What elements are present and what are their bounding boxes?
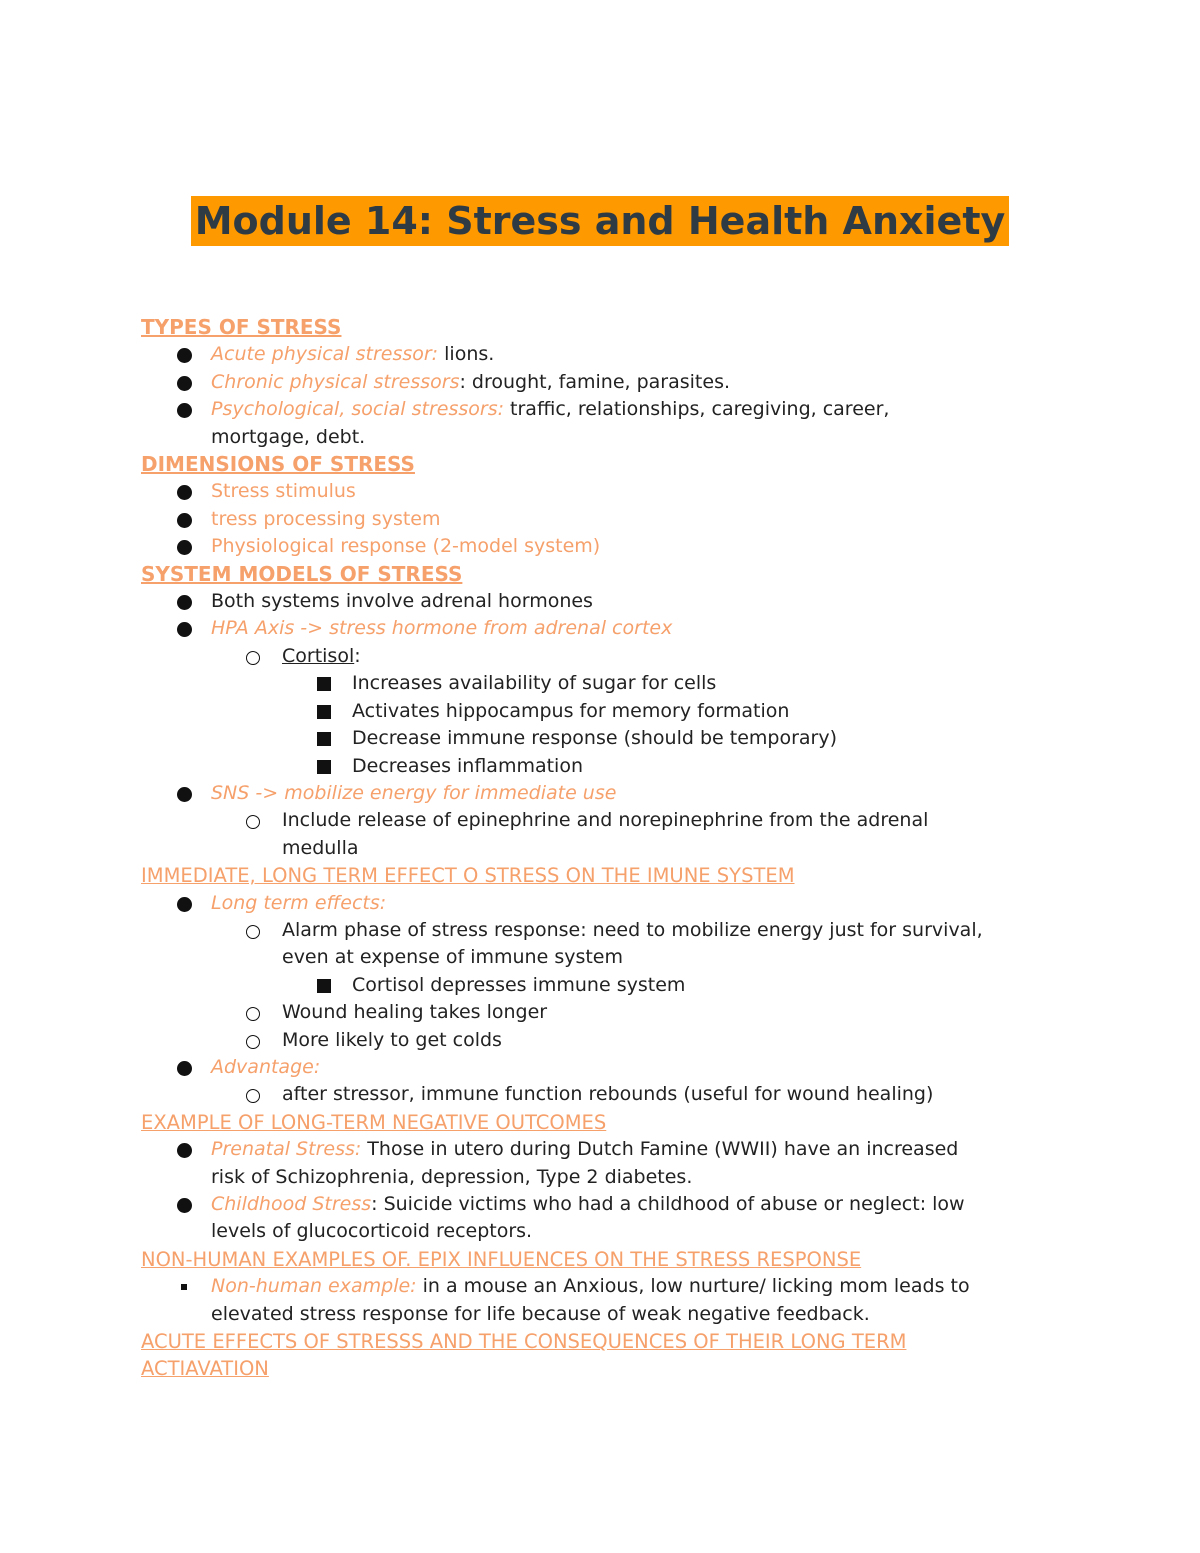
square-bullet-icon bbox=[317, 979, 331, 993]
list-item: Alarm phase of stress response: need to mobilize energy just for survival, even at expense of immune system bbox=[141, 917, 1061, 972]
list-item: Physiological response (2-model system) bbox=[141, 533, 1061, 560]
circle-bullet-icon bbox=[246, 651, 260, 665]
bullet-icon bbox=[177, 1143, 192, 1158]
bullet-icon bbox=[177, 403, 192, 418]
list-item: Decreases inflammation bbox=[141, 753, 1061, 780]
title-bar bbox=[0, 196, 1200, 246]
section-heading: NON-HUMAN EXAMPLES OF. EPIX INFLUENCES ON THE STRESS RESPONSE bbox=[141, 1247, 862, 1271]
square-bullet-icon bbox=[317, 677, 331, 691]
bullet-icon bbox=[177, 1198, 192, 1213]
bullet-icon bbox=[177, 513, 192, 528]
list-item: Include release of epinephrine and norepinephrine from the adrenal medulla bbox=[141, 807, 1061, 862]
list-item: Decrease immune response (should be temporary) bbox=[141, 725, 1061, 752]
small-square-bullet-icon bbox=[181, 1284, 187, 1290]
bullet-icon bbox=[177, 540, 192, 555]
list-item: Both systems involve adrenal hormones bbox=[141, 588, 1061, 615]
list-item: Chronic physical stressors: drought, famine, parasites. bbox=[141, 369, 1061, 396]
section-heading: TYPES OF STRESS bbox=[141, 315, 342, 339]
bullet-icon bbox=[177, 787, 192, 802]
page-title: Module 14: Stress and Health Anxiety bbox=[191, 196, 1010, 246]
section-heading: DIMENSIONS OF STRESS bbox=[141, 452, 415, 477]
section-heading: EXAMPLE OF LONG-TERM NEGATIVE OUTCOMES bbox=[141, 1110, 607, 1134]
square-bullet-icon bbox=[317, 760, 331, 774]
section-heading: ACUTE EFFECTS OF STRESSS AND THE CONSEQUENCES OF THEIR LONG TERM ACTIAVATION bbox=[141, 1330, 907, 1381]
bullet-icon bbox=[177, 622, 192, 637]
notes-body bbox=[141, 314, 1061, 1383]
list-item: Acute physical stressor: lions. bbox=[141, 341, 1061, 368]
circle-bullet-icon bbox=[246, 1035, 260, 1049]
list-item: after stressor, immune function rebounds (useful for wound healing) bbox=[141, 1081, 1061, 1108]
bullet-icon bbox=[177, 1061, 192, 1076]
circle-bullet-icon bbox=[246, 925, 260, 939]
list-item: SNS -> mobilize energy for immediate use bbox=[141, 780, 1061, 807]
list-item: tress processing system bbox=[141, 506, 1061, 533]
bullet-icon bbox=[177, 897, 192, 912]
list-item: Childhood Stress: Suicide victims who had a childhood of abuse or neglect: low levels of glucocorticoid receptors. bbox=[141, 1191, 1061, 1246]
list-item: HPA Axis -> stress hormone from adrenal cortex bbox=[141, 615, 1061, 642]
list-item: Cortisol depresses immune system bbox=[141, 972, 1061, 999]
square-bullet-icon bbox=[317, 732, 331, 746]
list-item: Advantage: bbox=[141, 1054, 1061, 1081]
bullet-icon bbox=[177, 376, 192, 391]
circle-bullet-icon bbox=[246, 1089, 260, 1103]
circle-bullet-icon bbox=[246, 815, 260, 829]
list-item: More likely to get colds bbox=[141, 1027, 1061, 1054]
section-heading: IMMEDIATE, LONG TERM EFFECT O STRESS ON THE IMUNE SYSTEM bbox=[141, 864, 795, 888]
bullet-icon bbox=[177, 485, 192, 500]
list-item: Non-human example: in a mouse an Anxious, low nurture/ licking mom leads to elevated stress response for life because of weak negative feedback. bbox=[141, 1273, 1061, 1328]
list-item: Activates hippocampus for memory formation bbox=[141, 698, 1061, 725]
square-bullet-icon bbox=[317, 705, 331, 719]
list-item: Psychological, social stressors: traffic, relationships, caregiving, career, mortgage, debt. bbox=[141, 396, 1061, 451]
section-heading: SYSTEM MODELS OF STRESS bbox=[141, 561, 463, 586]
list-item: Cortisol: bbox=[141, 643, 1061, 670]
bullet-icon bbox=[177, 595, 192, 610]
list-item: Long term effects: bbox=[141, 890, 1061, 917]
list-item: Prenatal Stress: Those in utero during Dutch Famine (WWII) have an increased risk of Schizophrenia, depression, Type 2 diabetes. bbox=[141, 1136, 1061, 1191]
list-item: Increases availability of sugar for cells bbox=[141, 670, 1061, 697]
list-item: Wound healing takes longer bbox=[141, 999, 1061, 1026]
bullet-icon bbox=[177, 348, 192, 363]
circle-bullet-icon bbox=[246, 1007, 260, 1021]
list-item: Stress stimulus bbox=[141, 478, 1061, 505]
